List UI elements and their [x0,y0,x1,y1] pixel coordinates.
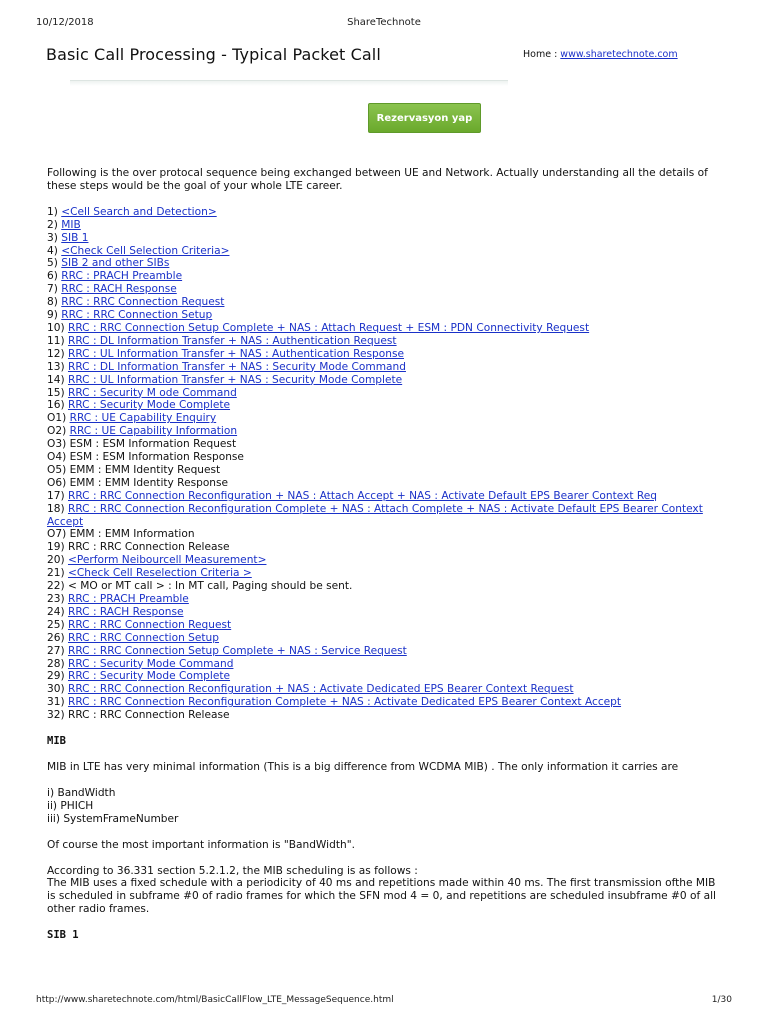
sequence-text: ESM : ESM Information Request [69,438,237,451]
sequence-item [47,709,727,722]
sequence-number: 22) [47,580,68,593]
sequence-item [47,399,727,412]
sequence-number: 6) [47,270,62,283]
sequence-number: 9) [47,309,62,322]
sequence-text: < MO or MT call > : In MT call, Paging should be sent. [67,580,353,593]
mib-description: MIB in LTE has very minimal information (This is a big difference from WCDMA MIB) . The only information it carries are [47,760,679,773]
sequence-item [47,645,727,658]
sequence-link[interactable]: <Check Cell Selection Criteria> [61,244,230,257]
sequence-item [47,670,727,683]
sequence-item [47,696,727,709]
print-site-title: ShareTechnote [347,17,421,28]
sequence-number: 19) [47,541,68,554]
sequence-number: O3) [47,438,70,451]
sequence-link[interactable]: RRC : RRC Connection Reconfiguration + NAS : Attach Accept + NAS : Activate Default EPS Bearer Context Req [67,489,657,502]
mib-important-note: Of course the most important information is "BandWidth". [47,838,355,851]
sequence-number: O7) [47,528,70,541]
sequence-link[interactable]: RRC : Security Mode Complete [67,399,231,412]
sequence-text: EMM : EMM Identity Response [69,476,229,489]
sequence-link[interactable]: RRC : RACH Response [61,283,177,296]
sequence-link[interactable]: RRC : PRACH Preamble [61,270,183,283]
sequence-number: 2) [47,218,62,231]
sequence-item [47,206,727,219]
footer-url: http://www.sharetechnote.com/html/BasicCallFlow_LTE_MessageSequence.html [36,995,394,1005]
sequence-item [47,606,727,619]
sequence-item [47,464,727,477]
sequence-link[interactable]: RRC : RRC Connection Setup [61,309,213,322]
sequence-item [47,219,727,232]
mib-heading: MIB [47,735,66,748]
sequence-link[interactable]: RRC : PRACH Preamble [67,593,189,605]
sequence-number: 7) [47,283,62,296]
sequence-number: 10) [47,321,68,334]
sequence-link[interactable]: RRC : RRC Connection Request [61,296,225,309]
sequence-number: 25) [47,618,68,631]
sequence-number: 16) [47,399,68,412]
sequence-number: O5) [47,463,70,476]
sequence-item [47,257,727,270]
sequence-item [47,580,727,593]
sequence-number: 20) [47,554,68,567]
sequence-item [47,438,727,451]
sequence-item [47,567,727,580]
sequence-number: 15) [47,386,68,399]
sequence-item [47,541,727,554]
sequence-item [47,335,727,348]
sequence-number: 1) [47,205,62,218]
sequence-item [47,451,727,464]
sequence-link[interactable]: RRC : Security M ode Command [67,386,237,399]
sequence-item [47,322,727,335]
sequence-link[interactable]: RRC : RRC Connection Setup Complete + NAS : Service Request [67,644,407,657]
ad-banner [70,80,508,153]
sequence-number: 17) [47,489,68,502]
sequence-item [47,593,727,606]
sequence-number: 18) [47,502,68,515]
sequence-item [47,658,727,671]
sequence-number: O2) [47,425,70,438]
sequence-number: 11) [47,334,68,347]
home-link[interactable]: www.sharetechnote.com [560,49,678,60]
sequence-text: RRC : RRC Connection Release [67,709,230,722]
sequence-number: O4) [47,451,70,464]
sequence-text: EMM : EMM Identity Request [69,463,221,476]
sequence-link[interactable]: SIB 1 [61,231,89,244]
sequence-link[interactable]: RRC : RRC Connection Reconfiguration + NAS : Activate Dedicated EPS Bearer Context Request [67,683,574,696]
sequence-number: 14) [47,373,68,386]
home-label: Home : [523,49,561,60]
sequence-link[interactable]: RRC : Security Mode Command [67,657,234,670]
sequence-number: 26) [47,631,68,644]
print-date: 10/12/2018 [36,17,94,28]
page-title: Basic Call Processing - Typical Packet Call [46,45,381,64]
sequence-number: 28) [47,657,68,670]
mib-schedule-intro: According to 36.331 section 5.2.1.2, the MIB scheduling is as follows : [47,864,418,877]
sequence-link[interactable]: RRC : RRC Connection Reconfiguration Complete + NAS : Attach Complete + NAS : Activate Default EPS Bearer Context Accept [47,502,703,528]
sequence-number: O1) [47,412,70,425]
ad-reserve-button[interactable]: Rezervasyon yap [368,103,481,133]
sequence-link[interactable]: <Cell Search and Detection> [61,205,217,218]
sequence-item [47,245,727,258]
sequence-link[interactable]: <Perform Neibourcell Measurement> [67,554,267,567]
sequence-item [47,270,727,283]
sequence-item [47,296,727,309]
sequence-link[interactable]: RRC : DL Information Transfer + NAS : Security Mode Command [67,360,406,373]
sequence-item [47,425,727,438]
sequence-number: 29) [47,670,68,683]
sequence-link[interactable]: RRC : RRC Connection Request [67,618,232,631]
sequence-item [47,477,727,490]
mib-item: ii) PHICH [47,799,94,812]
sequence-link[interactable]: RRC : UL Information Transfer + NAS : Authentication Response [67,347,405,360]
sequence-number: O6) [47,476,70,489]
sib1-heading: SIB 1 [47,929,79,942]
sequence-item [47,619,727,632]
intro-text: Following is the over protocal sequence being exchanged between UE and Network. Actually understanding all the details of these steps would be the goal of your whole LTE career. [47,167,708,192]
sequence-link[interactable]: RRC : UE Capability Enquiry [69,412,217,425]
sequence-item [47,283,727,296]
sequence-item [47,683,727,696]
sequence-item [47,503,727,529]
sequence-link[interactable]: RRC : UE Capability Information [69,425,238,438]
sequence-link[interactable]: <Check Cell Reselection Criteria > [67,567,252,580]
sequence-number: 12) [47,347,68,360]
home-link-area [523,49,678,60]
sequence-link[interactable]: RRC : RRC Connection Setup [67,631,219,644]
sequence-item [47,309,727,322]
sequence-link[interactable]: SIB 2 and other SIBs [61,257,170,270]
sequence-item [47,348,727,361]
sequence-number: 31) [47,696,68,709]
sequence-link[interactable]: RRC : DL Information Transfer + NAS : Authentication Request [67,334,397,347]
sequence-item [47,232,727,245]
sequence-number: 23) [47,593,68,605]
sequence-link[interactable]: RRC : RACH Response [67,605,184,618]
sequence-link[interactable]: MIB [61,218,81,231]
mib-schedule-text: The MIB uses a fixed schedule with a periodicity of 40 ms and repetitions made within 40 ms. The first transmission ofthe MIB is scheduled in subframe #0 of radio frames for which the SFN mod 4 = 0, and repetitions are scheduled insubframe #0 of all other radio frames. [47,877,716,916]
mib-item: iii) SystemFrameNumber [47,812,179,825]
sequence-item [47,374,727,387]
sequence-link[interactable]: RRC : RRC Connection Setup Complete + NAS : Attach Request + ESM : PDN Connectivity Request [67,321,590,334]
sequence-text: EMM : EMM Information [69,528,195,541]
sequence-link[interactable]: RRC : RRC Connection Reconfiguration Complete + NAS : Activate Dedicated EPS Bearer Context Accept [67,696,622,709]
sequence-text: RRC : RRC Connection Release [67,541,230,554]
sequence-item [47,554,727,567]
mib-item: i) BandWidth [47,786,116,799]
sequence-item [47,528,727,541]
footer-page-number: 1/30 [711,995,732,1005]
sequence-item [47,361,727,374]
sequence-number: 30) [47,683,68,696]
sequence-number: 3) [47,231,62,244]
sequence-item [47,412,727,425]
sequence-item [47,387,727,400]
sequence-number: 8) [47,296,62,309]
sequence-number: 21) [47,567,68,580]
sequence-number: 13) [47,360,68,373]
sequence-number: 4) [47,244,62,257]
sequence-number: 32) [47,709,68,722]
main-content [47,167,727,942]
sequence-list [47,206,727,722]
sequence-link[interactable]: RRC : UL Information Transfer + NAS : Security Mode Complete [67,373,403,386]
sequence-item [47,490,727,503]
sequence-link[interactable]: RRC : Security Mode Complete [67,670,231,683]
sequence-number: 27) [47,644,68,657]
sequence-number: 24) [47,605,68,618]
sequence-text: ESM : ESM Information Response [69,451,244,464]
sequence-number: 5) [47,257,62,270]
sequence-item [47,632,727,645]
